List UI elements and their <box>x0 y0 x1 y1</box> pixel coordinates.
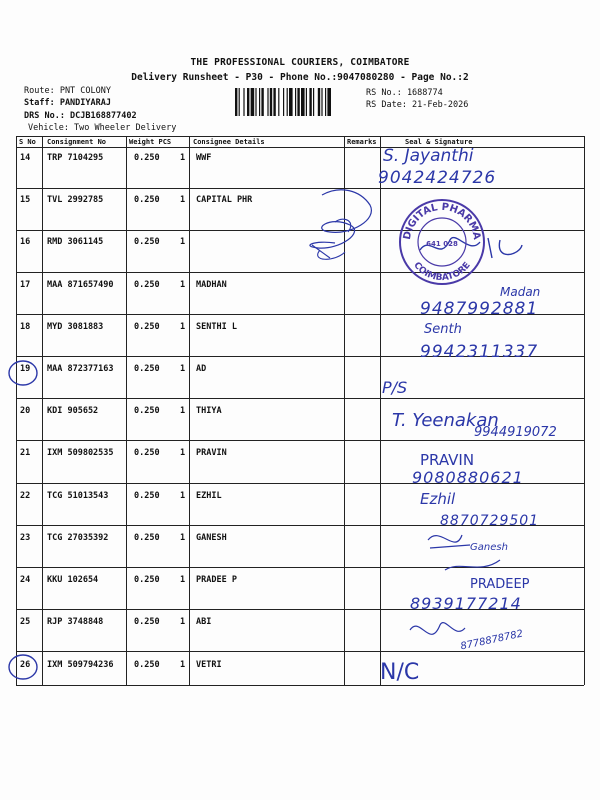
barcode-bar <box>239 88 240 116</box>
col-header-seal-signature: Seal & Signature <box>405 138 473 146</box>
hw-name-row23: Ganesh <box>470 542 508 553</box>
cell-pcs: 1 <box>180 322 186 332</box>
hw-name-row18: Senth <box>424 322 462 337</box>
table-rule-h <box>16 136 584 137</box>
runsheet-subtitle: Delivery Runsheet - P30 - Phone No.:9047080280 - Page No.:2 <box>131 72 469 83</box>
cell-consignee: EZHIL <box>196 491 222 501</box>
cell-pcs: 1 <box>180 364 186 374</box>
cell-weight: 0.250 <box>134 575 160 585</box>
barcode-bar <box>306 88 307 116</box>
cell-weight: 0.250 <box>134 237 160 247</box>
table-rule-h <box>16 272 584 273</box>
route-label: Route: PNT COLONY <box>24 86 111 96</box>
cell-consignee: PRADEE P <box>196 575 237 585</box>
cell-sno: 22 <box>20 491 31 501</box>
hw-phone-row20: 9944919072 <box>474 425 557 440</box>
cell-pcs: 1 <box>180 280 186 290</box>
barcode-bar <box>327 88 331 116</box>
table-rule-h <box>16 147 584 148</box>
cell-consignment-no: IXM 509802535 <box>47 448 114 458</box>
cell-weight: 0.250 <box>134 153 160 163</box>
cell-consignee: VETRI <box>196 660 222 670</box>
cell-pcs: 1 <box>180 195 186 205</box>
company-name: THE PROFESSIONAL COURIERS, COIMBATORE <box>190 57 410 68</box>
cell-weight: 0.250 <box>134 322 160 332</box>
rs-date: RS Date: 21-Feb-2026 <box>366 100 469 110</box>
cell-sno: 14 <box>20 153 31 163</box>
stamp-pin: 641 028 <box>426 240 458 248</box>
cell-weight: 0.250 <box>134 406 160 416</box>
cell-sno: 18 <box>20 322 31 332</box>
table-rule-v <box>126 136 127 685</box>
cell-consignment-no: IXM 509794236 <box>47 660 114 670</box>
table-rule-v <box>16 136 17 685</box>
hw-phone-row17: 9487992881 <box>420 299 539 319</box>
barcode-bar <box>259 88 260 116</box>
cell-consignment-no: TVL 2992785 <box>47 195 104 205</box>
cell-consignment-no: TCG 27035392 <box>47 533 109 543</box>
cell-consignment-no: MAA 871657490 <box>47 280 114 290</box>
cell-sno: 20 <box>20 406 31 416</box>
cell-sno: 26 <box>20 660 31 670</box>
staff-label: Staff: PANDIYARAJ <box>24 98 111 108</box>
hw-name-row20: T. Yeenakan <box>392 410 499 431</box>
cell-weight: 0.250 <box>134 280 160 290</box>
barcode-bar <box>313 88 314 116</box>
table-rule-v <box>189 136 190 685</box>
cell-sno: 17 <box>20 280 31 290</box>
svg-text:COIMBATORE <box>411 261 472 284</box>
cell-consignment-no: MAA 872377163 <box>47 364 114 374</box>
stamp-top-text: DIGITAL PHARMA <box>401 201 483 241</box>
cell-pcs: 1 <box>180 533 186 543</box>
cell-weight: 0.250 <box>134 448 160 458</box>
cell-consignment-no: RJP 3748848 <box>47 617 104 627</box>
hw-name-row21: PRAVIN <box>420 451 475 469</box>
hw-remark-row26: N/C <box>380 660 420 685</box>
barcode-bar <box>283 88 284 116</box>
cell-consignment-no: MYD 3081883 <box>47 322 104 332</box>
barcode-bar <box>247 88 249 116</box>
svg-text:DIGITAL PHARMA <box>402 202 482 241</box>
barcode-bar <box>321 88 322 116</box>
barcode-bar <box>267 88 268 116</box>
cell-pcs: 1 <box>180 491 186 501</box>
cell-consignee: WWF <box>196 153 212 163</box>
table-rule-v <box>584 136 585 685</box>
cell-pcs: 1 <box>180 448 186 458</box>
hw-phone-row14: 9042424726 <box>378 168 497 188</box>
hw-name-row14: S. Jayanthi <box>383 146 474 166</box>
hw-phone-row21: 9080880621 <box>412 468 524 487</box>
cell-consignee: GANESH <box>196 533 227 543</box>
cell-weight: 0.250 <box>134 364 160 374</box>
cell-consignee: PRAVIN <box>196 448 227 458</box>
cell-sno: 21 <box>20 448 31 458</box>
hw-phone-row24: 8939177214 <box>410 594 522 613</box>
barcode <box>235 88 360 116</box>
col-header-weight-pcs: Weight PCS <box>129 138 172 146</box>
hw-phone-row18: 9942311337 <box>420 342 539 362</box>
digital-pharma-stamp <box>398 198 486 286</box>
table-rule-h <box>16 685 584 686</box>
hw-remark-row19: P/S <box>382 378 408 397</box>
cell-sno: 25 <box>20 617 31 627</box>
barcode-bar <box>309 88 311 116</box>
cell-consignment-no: KKU 102654 <box>47 575 99 585</box>
cell-weight: 0.250 <box>134 491 160 501</box>
barcode-bar <box>297 88 299 116</box>
cell-consignee: THIYA <box>196 406 222 416</box>
cell-consignee: CAPITAL PHR <box>196 195 253 205</box>
cell-consignee: MADHAN <box>196 280 227 290</box>
hw-name-row17: Madan <box>500 285 541 299</box>
table-rule-h <box>16 567 584 568</box>
cell-sno: 23 <box>20 533 31 543</box>
barcode-bar <box>301 88 305 116</box>
barcode-bar <box>251 88 255 116</box>
barcode-bar <box>235 88 237 116</box>
barcode-bar <box>287 88 288 116</box>
cell-pcs: 1 <box>180 617 186 627</box>
cell-sno: 19 <box>20 364 31 374</box>
barcode-bar <box>273 88 275 116</box>
cell-pcs: 1 <box>180 237 186 247</box>
table-rule-v <box>380 136 381 685</box>
rs-number: RS No.: 1688774 <box>366 88 443 98</box>
cell-weight: 0.250 <box>134 195 160 205</box>
cell-consignment-no: KDI 905652 <box>47 406 99 416</box>
barcode-bar <box>278 88 279 116</box>
vehicle-label: Vehicle: Two Wheeler Delivery <box>28 123 177 133</box>
cell-pcs: 1 <box>180 660 186 670</box>
barcode-bar <box>325 88 326 116</box>
table-rule-v <box>42 136 43 685</box>
barcode-bar <box>295 88 296 116</box>
table-rule-h <box>16 188 584 189</box>
col-header-consignee: Consignee Details <box>193 138 265 146</box>
cell-consignee: AD <box>196 364 207 374</box>
barcode-bar <box>289 88 293 116</box>
abi-scribble <box>410 623 465 635</box>
hw-phone-row25: 8778878782 <box>459 628 525 653</box>
table-rule-h <box>16 651 584 652</box>
hw-name-row24: PRADEEP <box>470 577 530 592</box>
cell-weight: 0.250 <box>134 617 160 627</box>
scribble-signature <box>310 190 371 248</box>
col-header-remarks: Remarks <box>347 138 377 146</box>
barcode-bar <box>243 88 244 116</box>
cell-consignment-no: TCG 51013543 <box>47 491 109 501</box>
cell-consignee: ABI <box>196 617 212 627</box>
hw-name-row22: Ezhil <box>420 490 456 508</box>
cell-sno: 16 <box>20 237 31 247</box>
cell-pcs: 1 <box>180 153 186 163</box>
cell-sno: 15 <box>20 195 31 205</box>
barcode-bar <box>261 88 263 116</box>
cell-consignee: SENTHI L <box>196 322 237 332</box>
cell-consignment-no: TRP 7104295 <box>47 153 104 163</box>
stamp-bottom-text: COIMBATORE <box>411 260 473 284</box>
barcode-bar <box>270 88 272 116</box>
col-header-consignment: Consignment No <box>47 138 107 146</box>
table-rule-h <box>16 230 584 231</box>
col-header-sno: S No <box>19 138 36 146</box>
cell-weight: 0.250 <box>134 660 160 670</box>
table-rule-h <box>16 398 584 399</box>
scribble-signature-2 <box>312 219 351 259</box>
table-rule-h <box>16 440 584 441</box>
cell-consignment-no: RMD 3061145 <box>47 237 104 247</box>
barcode-bar <box>318 88 320 116</box>
drs-number: DRS No.: DCJB168877402 <box>24 111 137 121</box>
table-rule-v <box>344 136 345 685</box>
hw-phone-row22: 8870729501 <box>440 513 540 529</box>
cell-pcs: 1 <box>180 575 186 585</box>
barcode-bar <box>255 88 256 116</box>
cell-weight: 0.250 <box>134 533 160 543</box>
cell-sno: 24 <box>20 575 31 585</box>
cell-pcs: 1 <box>180 406 186 416</box>
